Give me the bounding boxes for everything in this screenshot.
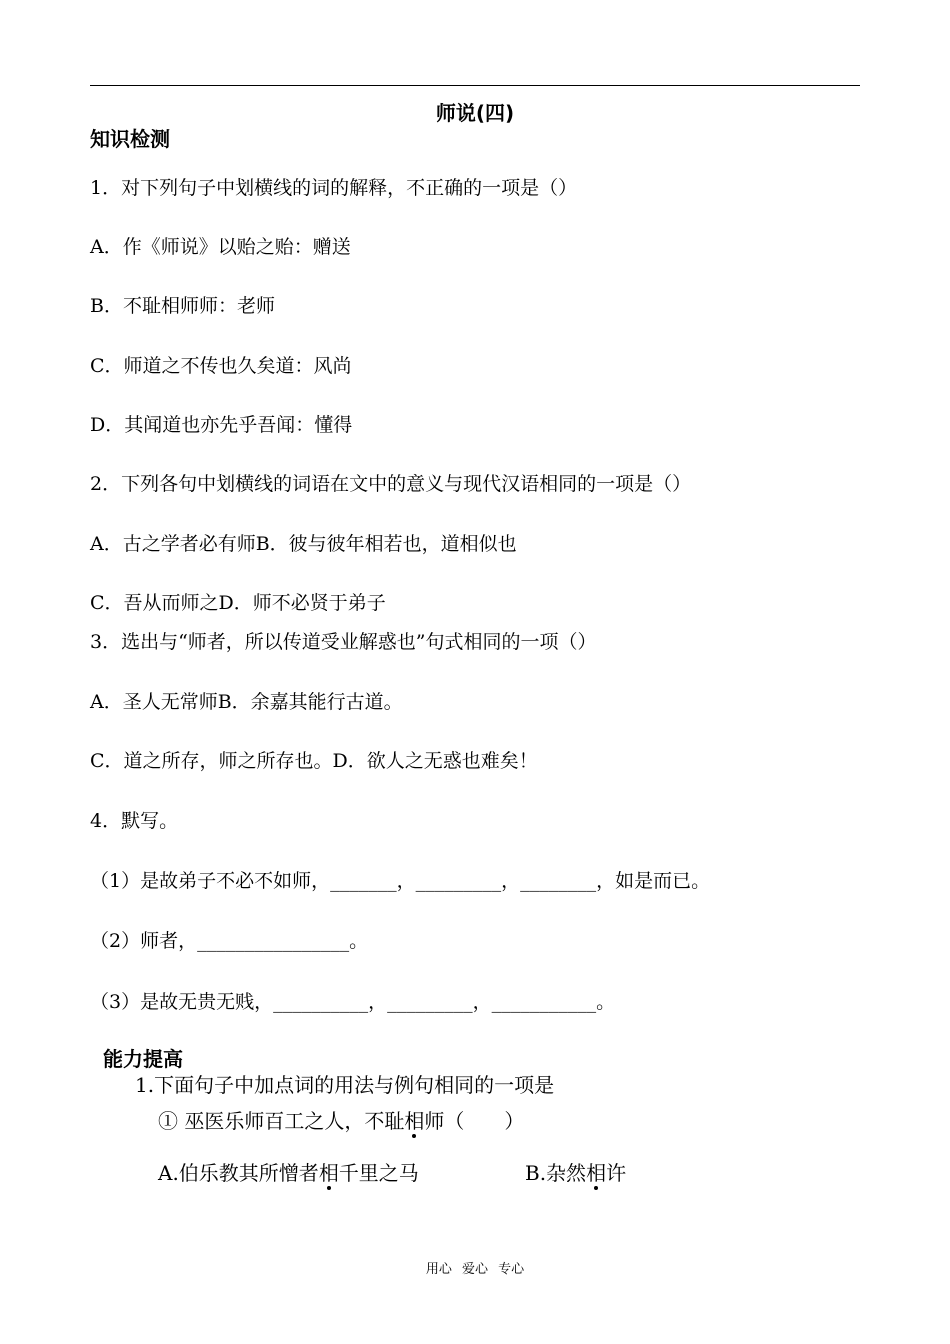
question-2-options-cd: C．吾从而师之D．师不必贤于弟子 xyxy=(90,592,386,614)
ability-option-a xyxy=(158,1159,419,1187)
emphasis-dotted-word: 相 xyxy=(586,1161,607,1185)
header-rule xyxy=(90,85,860,86)
ability-option-b xyxy=(525,1159,626,1187)
option-a-text-before: A.伯乐教其所憎者 xyxy=(158,1161,319,1185)
question-2-options-ab: A．古之学者必有师B．彼与彼年相若也，道相似也 xyxy=(90,533,517,555)
question-1-option-c: C．师道之不传也久矣道：风尚 xyxy=(90,355,352,377)
question-4-item-1: （1）是故弟子不必不如师，_______，_________，________，如是而已。 xyxy=(90,870,711,892)
question-4-item-2: （2）师者，________________。 xyxy=(90,930,369,952)
ability-question-1-stem: 1.下面句子中加点词的用法与例句相同的一项是 xyxy=(135,1073,555,1097)
question-3-stem: 3．选出与“师者，所以传道受业解惑也”句式相同的一项（） xyxy=(90,631,597,653)
option-b-text-before: B.杂然 xyxy=(525,1161,587,1185)
option-a-text-after: 千里之马 xyxy=(338,1161,419,1185)
section-heading-ability: 能力提高 xyxy=(103,1047,183,1071)
example-text-before: ① 巫医乐师百工之人，不耻 xyxy=(158,1109,405,1133)
question-4-item-3: （3）是故无贵无贱，__________，_________，___________。 xyxy=(90,991,616,1013)
emphasis-dotted-word: 相 xyxy=(404,1109,425,1133)
section-heading-knowledge: 知识检测 xyxy=(90,127,170,151)
question-3-options-ab: A．圣人无常师B．余嘉其能行古道。 xyxy=(90,691,403,713)
emphasis-dotted-word: 相 xyxy=(318,1161,339,1185)
question-2-stem: 2．下列各句中划横线的词语在文中的意义与现代汉语相同的一项是（） xyxy=(90,473,692,495)
question-1-option-b: B．不耻相师师：老师 xyxy=(90,295,275,317)
example-text-after: 师（ ） xyxy=(424,1109,525,1133)
ability-example-sentence xyxy=(158,1107,524,1135)
question-1-option-d: D．其闻道也亦先乎吾闻：懂得 xyxy=(90,414,353,436)
question-4-stem: 4．默写。 xyxy=(90,810,179,832)
page-footer: 用心 爱心 专心 xyxy=(425,1262,525,1277)
page-title: 师说(四) xyxy=(435,101,515,125)
question-3-options-cd: C．道之所存，师之所存也。D．欲人之无惑也难矣！ xyxy=(90,750,538,772)
option-b-text-after: 许 xyxy=(606,1161,627,1185)
question-1-option-a: A．作《师说》以贻之贻：赠送 xyxy=(90,236,351,258)
question-1-stem: 1．对下列句子中划横线的词的解释，不正确的一项是（） xyxy=(90,177,578,199)
